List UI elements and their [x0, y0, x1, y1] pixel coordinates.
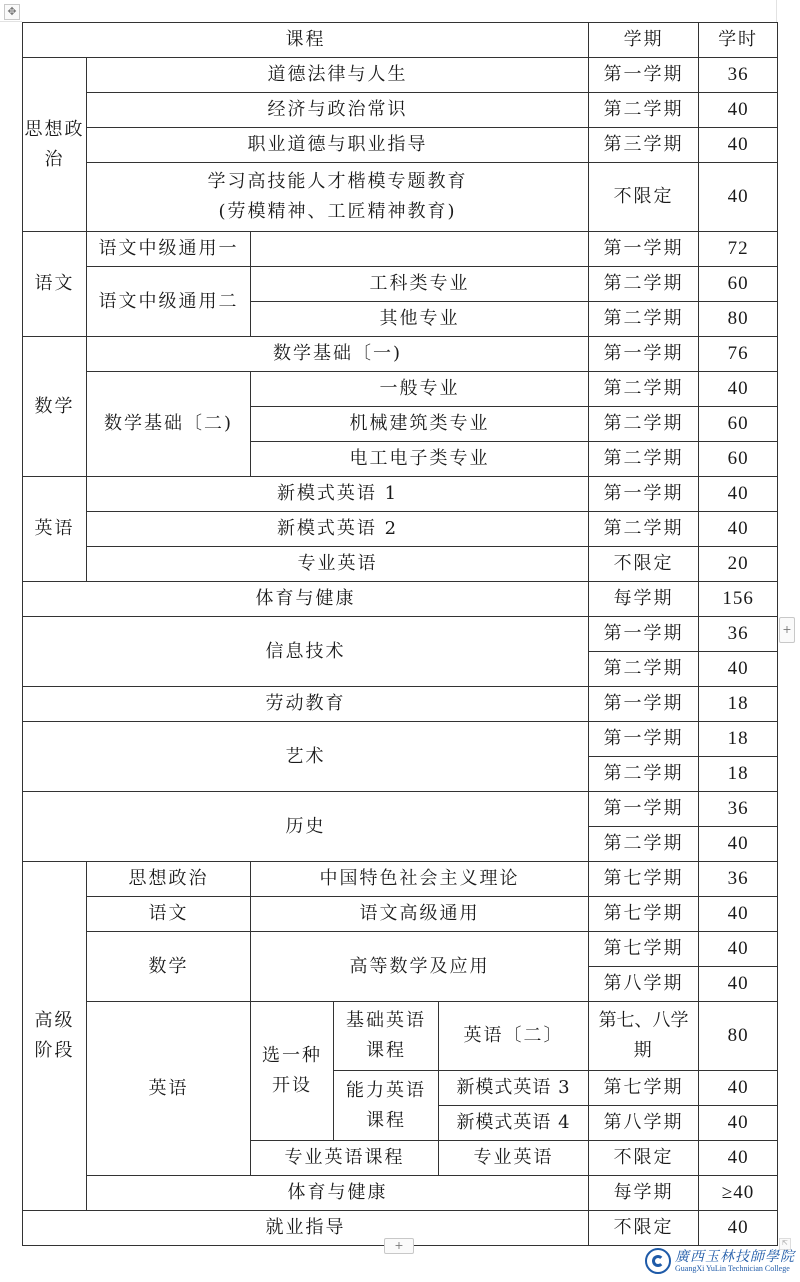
table-row	[23, 477, 778, 512]
hours-cell: 80	[699, 302, 778, 337]
hours-cell: 72	[699, 232, 778, 267]
header-hours: 学时	[699, 23, 778, 58]
hours-cell: 40	[699, 372, 778, 407]
table-row	[23, 232, 778, 267]
course-cell: 中国特色社会主义理论	[251, 862, 589, 897]
semester-cell: 每学期	[589, 1176, 699, 1211]
semester-cell: 第一学期	[589, 477, 699, 512]
course-cell: 体育与健康	[23, 582, 589, 617]
semester-cell: 第二学期	[589, 407, 699, 442]
course-cell: 劳动教育	[23, 687, 589, 722]
semester-cell: 不限定	[589, 1211, 699, 1246]
table-resize-handle-icon[interactable]: ⇱	[779, 1238, 791, 1250]
add-column-button[interactable]: +	[779, 617, 795, 643]
table-row	[23, 617, 778, 652]
table-row	[23, 722, 778, 757]
shuxue-sub2: 数学基础〔二)	[87, 372, 251, 477]
basic-english-type	[334, 1002, 439, 1071]
course-cell: 新模式英语 4	[439, 1106, 589, 1141]
major-cell: 工科类专业	[251, 267, 589, 302]
course-cell: 历史	[23, 792, 589, 862]
hours-cell: 40	[699, 827, 778, 862]
table-move-handle-icon[interactable]: ✥	[4, 4, 20, 20]
add-row-button[interactable]: +	[384, 1238, 414, 1254]
table-row	[23, 512, 778, 547]
table-row	[23, 547, 778, 582]
group-line: 高级	[34, 1010, 75, 1031]
group-gaoji	[23, 862, 87, 1211]
major-cell: 一般专业	[251, 372, 589, 407]
table-header-row	[23, 23, 778, 58]
table-row	[23, 582, 778, 617]
hours-cell: 40	[699, 93, 778, 128]
yuwen-sub1: 语文中级通用一	[87, 232, 251, 267]
semester-cell: 不限定	[589, 547, 699, 582]
course-cell: 体育与健康	[87, 1176, 589, 1211]
hours-cell: 36	[699, 617, 778, 652]
table-row	[23, 932, 778, 967]
hours-cell: 40	[699, 128, 778, 163]
hours-cell: 40	[699, 1211, 778, 1246]
hours-cell: 18	[699, 687, 778, 722]
course-line: 学习高技能人才楷模专题教育	[207, 171, 468, 192]
cell-line: 课程	[366, 1109, 406, 1131]
subject-cell: 语文	[87, 897, 251, 932]
page-margin-guide	[0, 21, 22, 22]
hours-cell: 60	[699, 267, 778, 302]
hours-cell: 36	[699, 862, 778, 897]
semester-cell: 第二学期	[589, 827, 699, 862]
table-row	[23, 897, 778, 932]
hours-cell: 40	[699, 1071, 778, 1106]
course-cell: 信息技术	[23, 617, 589, 687]
hours-cell: 60	[699, 407, 778, 442]
table-row	[23, 792, 778, 827]
semester-cell: 第一学期	[589, 792, 699, 827]
college-emblem-icon	[645, 1248, 671, 1274]
logo-chinese-name: 廣西玉林技師學院	[675, 1249, 795, 1265]
table-row	[23, 267, 778, 302]
table-row	[23, 58, 778, 93]
semester-cell: 第三学期	[589, 128, 699, 163]
course-cell: 就业指导	[23, 1211, 589, 1246]
hours-cell: 40	[699, 512, 778, 547]
hours-cell: 36	[699, 58, 778, 93]
course-cell: 高等数学及应用	[251, 932, 589, 1002]
semester-cell: 第八学期	[589, 967, 699, 1002]
semester-cell	[589, 1002, 699, 1071]
hours-cell: 40	[699, 652, 778, 687]
semester-cell: 第七学期	[589, 862, 699, 897]
course-cell: 经济与政治常识	[87, 93, 589, 128]
hours-cell: 60	[699, 442, 778, 477]
table-row	[23, 93, 778, 128]
semester-cell: 第七学期	[589, 1071, 699, 1106]
hours-cell: 36	[699, 792, 778, 827]
course-cell: 新模式英语 1	[87, 477, 589, 512]
cell-line: 选一种	[262, 1045, 322, 1066]
hours-cell: 80	[699, 1002, 778, 1071]
cell-line: 能力英语	[346, 1079, 426, 1101]
semester-cell: 第二学期	[589, 652, 699, 687]
course-cell: 艺术	[23, 722, 589, 792]
curriculum-table	[22, 22, 778, 1246]
semester-cell: 第八学期	[589, 1106, 699, 1141]
semester-cell: 第二学期	[589, 372, 699, 407]
subject-cell: 数学	[87, 932, 251, 1002]
major-cell: 机械建筑类专业	[251, 407, 589, 442]
semester-cell: 第二学期	[589, 93, 699, 128]
semester-cell: 不限定	[589, 163, 699, 232]
hours-cell: 156	[699, 582, 778, 617]
semester-cell: 第二学期	[589, 757, 699, 792]
hours-cell: 40	[699, 932, 778, 967]
major-cell	[251, 232, 589, 267]
table-row	[23, 1176, 778, 1211]
hours-cell: 40	[699, 897, 778, 932]
course-cell: 专业英语	[439, 1141, 589, 1176]
semester-cell: 第一学期	[589, 337, 699, 372]
course-cell: 专业英语	[87, 547, 589, 582]
cell-line: 开设	[272, 1075, 312, 1096]
semester-cell: 第一学期	[589, 722, 699, 757]
hours-cell: 18	[699, 722, 778, 757]
cell-line: 第七、八学	[598, 1010, 689, 1031]
cell-line: 课程	[366, 1040, 406, 1061]
course-line: (劳模精神、工匠精神教育)	[218, 201, 457, 222]
semester-cell: 第七学期	[589, 897, 699, 932]
hours-cell: 76	[699, 337, 778, 372]
hours-cell: 40	[699, 163, 778, 232]
course-cell: 英语〔二〕	[439, 1002, 589, 1071]
course-cell: 道德法律与人生	[87, 58, 589, 93]
course-cell: 新模式英语 2	[87, 512, 589, 547]
major-cell: 其他专业	[251, 302, 589, 337]
semester-cell: 第二学期	[589, 267, 699, 302]
table-row	[23, 337, 778, 372]
choose-one-cell	[251, 1002, 334, 1141]
hours-cell: 40	[699, 477, 778, 512]
course-cell: 语文高级通用	[251, 897, 589, 932]
cell-line: 期	[633, 1040, 654, 1061]
course-cell: 新模式英语 3	[439, 1071, 589, 1106]
semester-cell: 第一学期	[589, 617, 699, 652]
subject-cell: 英语	[87, 1002, 251, 1176]
group-line: 阶段	[34, 1040, 75, 1061]
subject-cell: 思想政治	[87, 862, 251, 897]
group-sixiang: 思想政治	[23, 58, 87, 232]
hours-cell: 40	[699, 1141, 778, 1176]
hours-cell: 18	[699, 757, 778, 792]
group-yuwen: 语文	[23, 232, 87, 337]
table-row	[23, 1002, 778, 1071]
hours-cell: 20	[699, 547, 778, 582]
semester-cell: 第七学期	[589, 932, 699, 967]
shuxue-sub1: 数学基础〔一)	[87, 337, 589, 372]
semester-cell: 每学期	[589, 582, 699, 617]
group-shuxue: 数学	[23, 337, 87, 477]
hours-cell: 40	[699, 1106, 778, 1141]
table-row	[23, 128, 778, 163]
table-row	[23, 862, 778, 897]
table-row	[23, 372, 778, 407]
semester-cell: 不限定	[589, 1141, 699, 1176]
college-logo	[645, 1246, 795, 1278]
semester-cell: 第二学期	[589, 442, 699, 477]
semester-cell: 第一学期	[589, 687, 699, 722]
hours-cell: 40	[699, 967, 778, 1002]
course-cell: 职业道德与职业指导	[87, 128, 589, 163]
semester-cell: 第一学期	[589, 58, 699, 93]
hours-cell: ≥40	[699, 1176, 778, 1211]
table-row	[23, 687, 778, 722]
group-yingyu: 英语	[23, 477, 87, 582]
semester-cell: 第二学期	[589, 302, 699, 337]
semester-cell: 第一学期	[589, 232, 699, 267]
major-cell: 电工电子类专业	[251, 442, 589, 477]
pro-english-type: 专业英语课程	[251, 1141, 439, 1176]
semester-cell: 第二学期	[589, 512, 699, 547]
table-row	[23, 163, 778, 232]
ability-english-type	[334, 1071, 439, 1141]
cell-line: 基础英语	[346, 1010, 426, 1031]
yuwen-sub2: 语文中级通用二	[87, 267, 251, 337]
logo-english-name: GuangXi YuLin Technician College	[675, 1264, 790, 1273]
course-cell	[87, 163, 589, 232]
page-margin-guide	[776, 0, 777, 22]
header-course: 课程	[23, 23, 589, 58]
header-semester: 学期	[589, 23, 699, 58]
